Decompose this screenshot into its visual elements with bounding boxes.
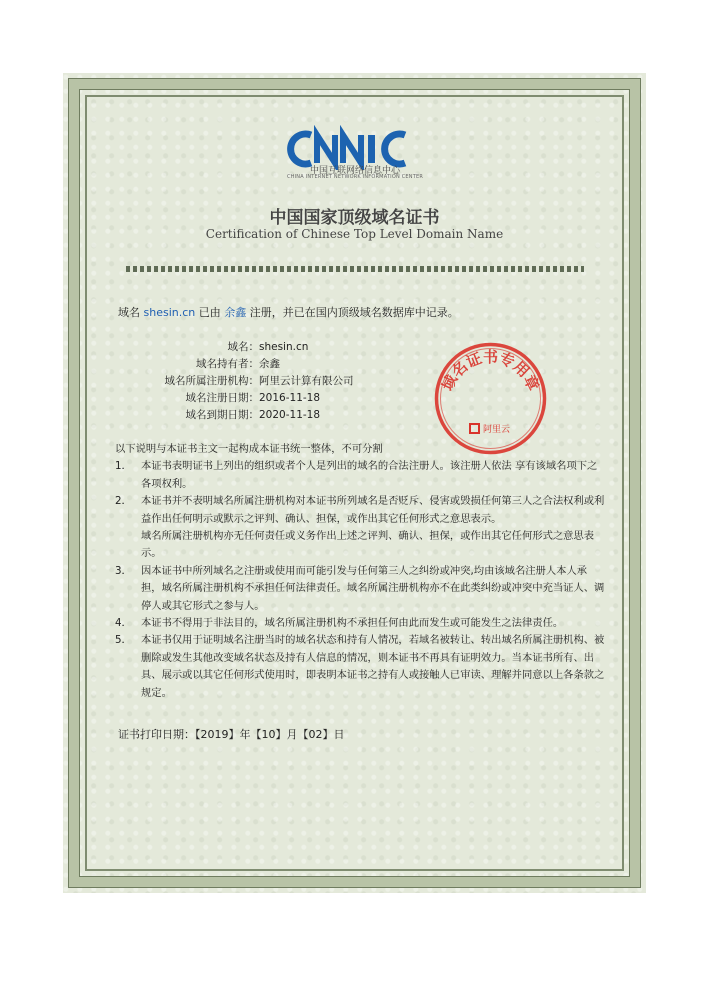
- terms-item: [115, 458, 605, 493]
- terms-text: 本证书仅用于证明域名注册当时的域名状态和持有人情况，若域名被转让、转出域名所属注册机构、被删除或发生其他改变域名状态及持有人信息的情况，则本证书不再具有证明效力。当本证书所有、出具、展示或以其它任何形式使用时，即表明本证书之持有人或接触人已审读、理解并同意以上各条款之规定。: [141, 634, 605, 699]
- detail-value: 余鑫: [259, 358, 280, 370]
- detail-value: 2020-11-18: [259, 409, 321, 421]
- seal-sub-text: 阿里云: [483, 425, 511, 435]
- detail-row-registrar: [123, 373, 423, 390]
- official-seal-stamp: [433, 341, 548, 456]
- detail-label: 域名所属注册机构：: [164, 375, 259, 387]
- terms-heading: 以下说明与本证书主文一起构成本证书统一整体，不可分割: [115, 443, 383, 455]
- intro-domain: shesin.cn: [143, 306, 196, 319]
- detail-value: shesin.cn: [259, 341, 309, 353]
- terms-number: 3．: [115, 564, 132, 577]
- terms-number: 1．: [115, 460, 132, 473]
- logo-chinese-name: 中国互联网络信息中心: [309, 166, 400, 176]
- detail-row-holder: [123, 356, 423, 373]
- ornamental-divider: [126, 266, 584, 272]
- seal-text: [438, 348, 542, 393]
- intro-suffix: 注册，并已在国内顶级域名数据库中记录。: [246, 306, 459, 319]
- intro-statement: [118, 304, 459, 320]
- detail-label: 域名注册日期：: [185, 392, 259, 404]
- terms-item: [115, 632, 605, 702]
- detail-row-expiry: [123, 407, 423, 424]
- detail-value: 阿里云计算有限公司: [259, 375, 354, 387]
- detail-label: 域名持有者：: [196, 358, 259, 370]
- detail-label: 域名：: [227, 341, 259, 353]
- intro-prefix: 域名: [118, 306, 144, 319]
- terms-text: 本证书表明证书上列出的组织或者个人是列出的域名的合法注册人。该注册人依法 享有该域名项下之各项权利。: [141, 460, 598, 490]
- domain-details: [123, 339, 423, 424]
- terms-section: [115, 441, 605, 702]
- intro-mid: 已由: [195, 306, 225, 319]
- certificate: [63, 73, 646, 893]
- detail-row-domain: [123, 339, 423, 356]
- logo-english-name: CHINA INTERNET NETWORK INFORMATION CENTER: [286, 174, 423, 180]
- terms-text: 因本证书中所列域名之注册或使用而可能引发与任何第三人之纠纷或冲突,均由该域名注册人本人承担，域名所属注册机构不承担任何法律责任。域名所属注册机构亦不在此类纠纷或冲突中充当证人、调停人或其它形式之参与人。: [141, 564, 605, 612]
- terms-text: 本证书并不表明域名所属注册机构对本证书所列域名是否贬斥、侵害或毁损任何第三人之合法权利或利益作出任何明示或默示之评判、确认、担保，或作出其它任何形式之意思表示。: [141, 495, 605, 525]
- detail-row-registered: [123, 390, 423, 407]
- seal-text-path: 域名证书专用章: [438, 348, 543, 394]
- terms-number: 5．: [115, 634, 132, 647]
- terms-item: [115, 563, 605, 615]
- certificate-title-cn: 中国国家顶级域名证书: [269, 208, 440, 228]
- detail-label: 域名到期日期：: [185, 409, 259, 421]
- detail-value: 2016-11-18: [259, 392, 321, 404]
- terms-item: [115, 493, 605, 563]
- terms-text-continued: 域名所属注册机构亦无任何责任或义务作出上述之评判、确认、担保，或作出其它任何形式之意思表示。: [141, 530, 595, 560]
- print-date: 证书打印日期：【2019】年【10】月【02】日: [118, 728, 345, 741]
- terms-number: 4．: [115, 617, 132, 630]
- terms-number: 2．: [115, 495, 132, 508]
- terms-text: 本证书不得用于非法目的，域名所属注册机构不承担任何由此而发生或可能发生之法律责任。: [141, 617, 564, 630]
- aliyun-icon: [470, 424, 479, 433]
- terms-text-wrapper: [141, 493, 605, 563]
- intro-holder: 余鑫: [224, 306, 247, 319]
- certificate-title-en: Certification of Chinese Top Level Domain Name: [205, 227, 504, 241]
- terms-item: [115, 615, 605, 632]
